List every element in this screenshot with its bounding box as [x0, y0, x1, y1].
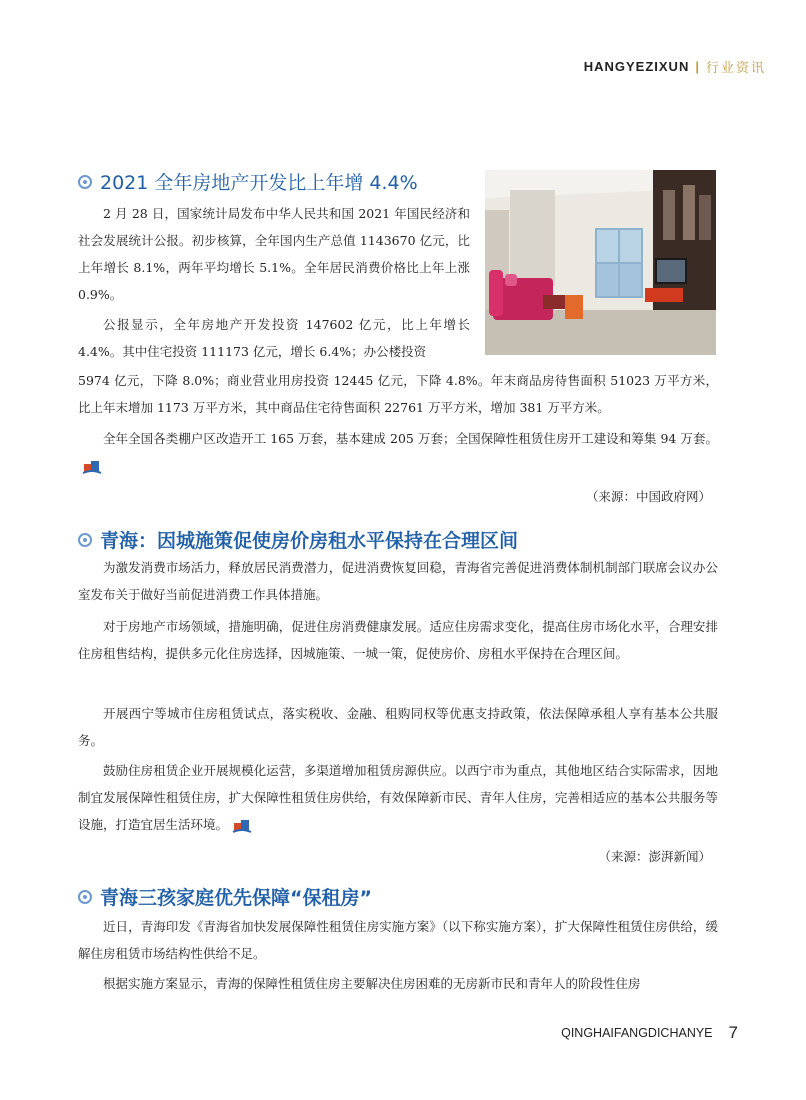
- magazine-logo-icon: [232, 817, 252, 835]
- section-2-title: [78, 526, 518, 553]
- section-1-title: [78, 168, 418, 195]
- section-1-paragraph-3: [78, 425, 718, 479]
- section-1-title-text: 2021 全年房地产开发比上年增 4.4%: [100, 172, 418, 194]
- section-2-paragraph-3: 开展西宁等城市住房租赁试点，落实税收、金融、租购同权等优惠支持政策，依法保障承租人享有基本公共服务。: [78, 706, 718, 748]
- section-3-title-text: 青海三孩家庭优先保障“保租房”: [100, 887, 372, 909]
- magazine-logo-icon: [82, 458, 102, 476]
- section-2-source: （来源：澎湃新闻）: [598, 849, 711, 864]
- footer-pinyin: QINGHAIFANGDICHANYE: [561, 1026, 713, 1040]
- header-pinyin: HANGYEZIXUN: [583, 59, 690, 74]
- section-1-paragraph-1: 2 月 28 日，国家统计局发布中华人民共和国 2021 年国民经济和社会发展统计公报。初步核算，全年国内生产总值 1143670 亿元，比上年增长 8.1%，两年平均增长 5.1%。全年居民消费价格比上年上涨 0.9%。: [78, 206, 470, 302]
- living-room-image: [485, 170, 716, 355]
- header-separator: |: [695, 59, 700, 74]
- section-3-title: [78, 883, 372, 910]
- section-1-source: （来源：中国政府网）: [585, 489, 711, 504]
- circle-bullet-icon: [78, 175, 92, 189]
- circle-bullet-icon: [78, 890, 92, 904]
- section-2-title-text: 青海：因城施策促使房价房租水平保持在合理区间: [100, 530, 519, 552]
- page-number: 7: [728, 1023, 738, 1042]
- section-2-paragraph-2: 对于房地产市场领域，措施明确，促进住房消费健康发展。适应住房需求变化，提高住房市场化水平，合理安排住房租售结构，提供多元化住房选择，因城施策、一城一策，促使房价、房租水平保持在合理区间。: [78, 619, 718, 661]
- section-1-paragraph-2-cont: 5974 亿元，下降 8.0%；商业营业用房投资 12445 亿元，下降 4.8%。年末商品房待售面积 51023 万平方米，比上年末增加 1173 万平方米，其中商品住宅待售面积 22761 万平方米，增加 381 万平方米。: [78, 373, 718, 415]
- section-2-paragraph-1: 为激发消费市场活力，释放居民消费潜力，促进消费恢复回稳，青海省完善促进消费体制机制部门联席会议办公室发布关于做好当前促进消费工作具体措施。: [78, 560, 718, 602]
- header-column-name: 行业资讯: [705, 61, 766, 76]
- page-footer: [561, 1023, 738, 1043]
- section-3-paragraph-1: 近日，青海印发《青海省加快发展保障性租赁住房实施方案》（以下称实施方案），扩大保障性租赁住房供给，缓解住房租赁市场结构性供给不足。: [78, 919, 718, 961]
- circle-bullet-icon: [78, 533, 92, 547]
- section-2-paragraph-4-text: 鼓励住房租赁企业开展规模化运营，多渠道增加租赁房源供应。以西宁市为重点，其他地区结合实际需求，因地制宜发展保障性租赁住房，扩大保障性租赁住房供给，有效保障新市民、青年人住房，完善相适应的基本公共服务等设施，打造宜居生活环境。: [78, 763, 718, 832]
- section-2-paragraph-4: [78, 757, 718, 838]
- interior-photo: [485, 170, 716, 355]
- page-header: [584, 57, 766, 76]
- section-1-paragraph-3-text: 全年全国各类棚户区改造开工 165 万套，基本建成 205 万套；全国保障性租赁住房开工建设和筹集 94 万套。: [103, 431, 718, 446]
- section-1-paragraph-2: 公报显示，全年房地产开发投资 147602 亿元，比上年增长 4.4%。其中住宅投资 111173 亿元，增长 6.4%；办公楼投资: [78, 317, 470, 359]
- section-3-paragraph-2: 根据实施方案显示，青海的保障性租赁住房主要解决住房困难的无房新市民和青年人的阶段性住房: [103, 976, 641, 991]
